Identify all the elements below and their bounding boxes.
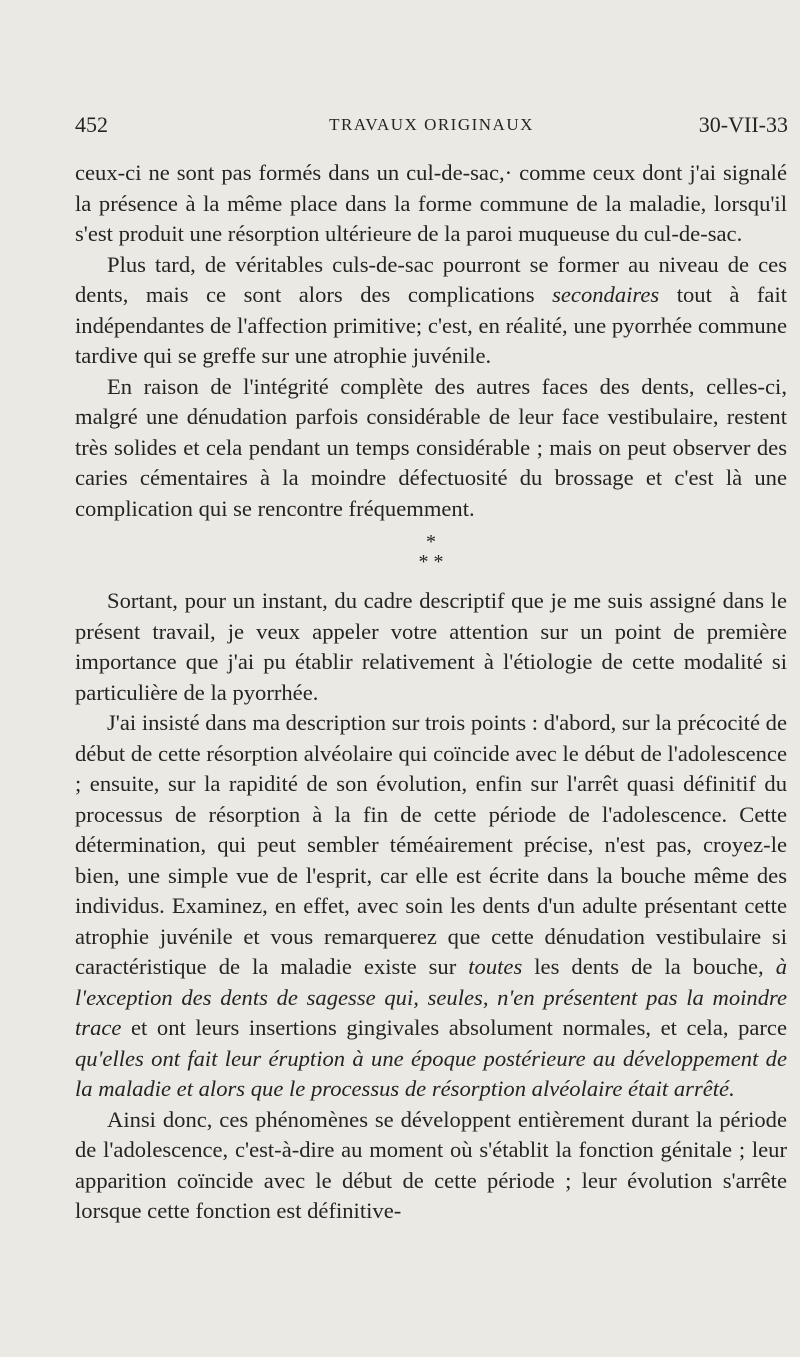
paragraph-2	[75, 250, 787, 372]
paragraph-5-text-b: les dents de la bouche,	[522, 954, 776, 979]
paragraph-2-emphasis: secondaires	[552, 282, 660, 307]
article-body	[75, 158, 787, 1227]
paragraph-5-emphasis-2: à l'exception des dents de sagesse qui, seules, n'en présentent pas la moindre trace	[75, 954, 787, 1040]
paragraph-3: En raison de l'intégrité complète des autres faces des dents, celles-ci, malgré une dénudation parfois considérable de leur face vestibulaire, restent très solides et cela pendant un temps considérable ; mais on peut observer des caries cémentaires à la moindre défectuosité du brossage et c'est là une complication qui se rencontre fréquemment.	[75, 373, 787, 521]
asterism-bottom: * *	[418, 551, 444, 573]
paragraph-5-text-a: J'ai insisté dans ma description sur trois points : d'abord, sur la précocité de début de cette résorption alvéolaire qui coïncide avec le début de l'adolescence ; ensuite, sur la rapidité de son évolution, enfin sur l'arrêt quasi définitif du processus de résorption à la fin de cette période de l'adolescence. Cette détermination, qui peut sembler téméairement précise, n'est pas, croyez-le bien, une simple vue de l'esprit, car elle est écrite dans la bouche même des individus. Examinez, en effet, avec soin les dents d'un adulte présentant cette atrophie juvénile et vous remarquerez que cette dénudation vestibulaire si caractéristique de la maladie existe sur	[75, 710, 787, 979]
paragraph-2-text-a: Plus tard, de véritables culs-de-sac pourront se former au niveau de ces dents, mais ce sont alors des complications	[75, 251, 787, 307]
section-break-asterism	[75, 532, 787, 572]
paragraph-5-text-c: et ont leurs insertions gingivales absolument normales, et cela, parce	[121, 1015, 787, 1040]
running-title: TRAVAUX ORIGINAUX	[329, 115, 534, 134]
paragraph-1: ceux-ci ne sont pas formés dans un cul-de-sac,· comme ceux dont j'ai signalé la présence à la même place dans la forme commune de la maladie, lorsqu'il s'est produit une résorption ultérieure de la paroi muqueuse du cul-de-sac.	[75, 160, 787, 246]
page-number: 452	[75, 112, 108, 137]
paragraph-5-emphasis-3: qu'elles ont fait leur éruption à une époque postérieure au développement de la maladie et alors que le processus de résorption alvéolaire était arrêté.	[75, 1045, 787, 1101]
paragraph-5-emphasis-1: toutes	[468, 954, 523, 979]
paragraph-6: Ainsi donc, ces phénomènes se développent entièrement durant la période de l'adolescence, c'est-à-dire au moment où s'établit la fonction génitale ; leur apparition coïncide avec le début de cette période ; leur évolution s'arrête lorsque cette fonction est définitive-	[75, 1106, 787, 1223]
paragraph-2-text-b: tout à fait indépendantes de l'affection primitive; c'est, en réalité, une pyorrhée commune tardive qui se greffe sur une atrophie juvénile.	[75, 282, 787, 368]
running-header	[75, 112, 788, 142]
paragraph-4: Sortant, pour un instant, du cadre descriptif que je me suis assigné dans le présent travail, je veux appeler votre attention sur un point de première importance que j'ai pu établir relativement à l'étiologie de cette modalité si particulière de la pyorrhée.	[75, 588, 787, 705]
issue-date: 30-VII-33	[698, 112, 788, 137]
asterism-top: *	[426, 531, 436, 553]
paragraph-5	[75, 708, 787, 1105]
